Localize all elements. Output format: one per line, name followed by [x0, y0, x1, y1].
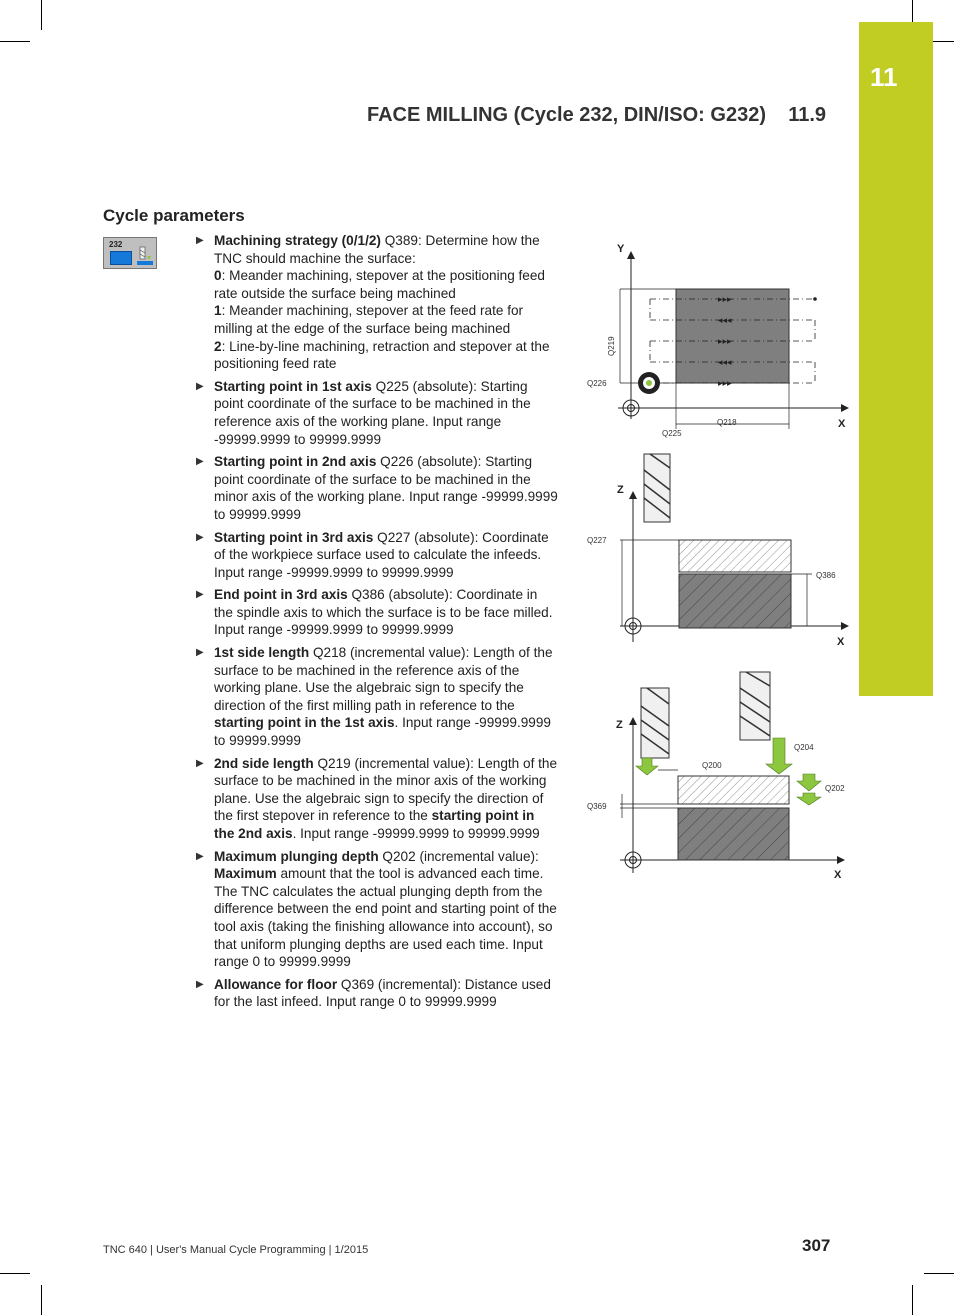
param-name: Maximum plunging depth [214, 848, 379, 864]
list-item [196, 232, 558, 373]
param-text: Q369 (incremental): Distance used for the last infeed. Input range 0 to 99999.9999 [214, 976, 551, 1010]
infeed-figure [580, 668, 860, 884]
param-name: 2nd side length [214, 755, 314, 771]
material-to-remove [679, 540, 791, 572]
crop-mark [41, 1285, 42, 1315]
list-item [196, 529, 558, 582]
mini-tool-icon [137, 246, 153, 266]
crop-mark [933, 41, 954, 42]
bullet-arrow-icon: ▶ [196, 235, 204, 246]
crop-mark [41, 0, 42, 30]
crop-mark [924, 1273, 954, 1274]
workpiece-surface [676, 289, 789, 383]
option-text: : Line-by-line machining, retraction and stepover at the positioning feed rate [214, 338, 550, 372]
bullet-arrow-icon: ▶ [196, 589, 204, 601]
q200-label: Q200 [702, 761, 722, 770]
y-axis-label: Y [617, 243, 625, 255]
milling-cutter-icon [638, 372, 660, 394]
path-arrow-icon: ▸▸▸ [718, 336, 732, 346]
cycle-232-softkey-icon [103, 237, 157, 269]
end-mill-icon [644, 454, 670, 522]
list-item [196, 755, 558, 843]
option-text: : Meander machining, stepover at the positioning feed rate outside the surface being machined [214, 268, 545, 301]
param-tail: amount that the tool is advanced each time. The TNC calculates the actual plunging depth from the difference between the end point and starting point of the tool axis (taking the finishing allowance into account), so that uniform plunging depths are used each time. Input range 0 to 99999.9999 [214, 866, 557, 970]
cycle-icon-number: 232 [109, 240, 123, 249]
q386-label: Q386 [816, 571, 836, 580]
param-tail: . Input range -99999.9999 to 99999.9999 [214, 715, 551, 749]
param-text: Q225 (absolute): Starting point coordinate of the surface to be machined in the reference axis of the working plane. Input range -99999.9999 to 99999.9999 [214, 378, 531, 447]
q204-label: Q204 [794, 743, 814, 752]
param-name: Starting point in 3rd axis [214, 529, 374, 545]
z-axis-label: Z [616, 719, 623, 731]
section-title: Cycle parameters [103, 206, 245, 225]
list-item [196, 976, 558, 1011]
bullet-arrow-icon: ▶ [196, 850, 204, 862]
crop-mark [0, 41, 30, 42]
crop-mark [0, 1273, 30, 1274]
q225-label: Q225 [662, 429, 682, 438]
list-item [196, 586, 558, 639]
param-text: Q219 (incremental value): Length of the surface to be machined in the minor axis of the working plane. Use the algebraic sign to specify the direction of the first stepover in reference to the [214, 755, 558, 824]
list-item [196, 453, 558, 523]
param-ref: starting point in the 1st axis [214, 715, 395, 731]
footer-text: TNC 640 | User's Manual Cycle Programming | 1/2015 [103, 1244, 369, 1256]
crop-mark [912, 0, 913, 22]
header-title: FACE MILLING (Cycle 232, DIN/ISO: G232) [367, 104, 766, 126]
end-point-marker [813, 297, 817, 301]
end-mill-icon [740, 672, 770, 740]
q202-label: Q202 [825, 784, 845, 793]
xy-plane-figure [580, 234, 860, 446]
param-text: Q202 (incremental value): [378, 848, 539, 864]
x-axis-label: X [834, 869, 842, 881]
param-text: Q227 (absolute): Coordinate of the workpiece surface used to calculate the infeeds. Input range -99999.9999 to 99999.9999 [214, 529, 549, 580]
option-key: 1 [214, 303, 222, 319]
param-name: Starting point in 2nd axis [214, 454, 377, 470]
param-tail: . Input range -99999.9999 to 99999.9999 [292, 826, 540, 841]
page-number: 307 [802, 1236, 831, 1255]
param-name: Starting point in 1st axis [214, 378, 372, 394]
list-item [196, 644, 558, 750]
bullet-arrow-icon: ▶ [196, 757, 204, 769]
param-text: Q386 (absolute): Coordinate in the spindle axis to which the surface is to be face milled. Input range -99999.9999 to 99999.9999 [214, 587, 553, 638]
param-name: End point in 3rd axis [214, 587, 348, 603]
option-key: 2 [214, 338, 222, 354]
page-header [367, 104, 826, 127]
z-axis-label: Z [617, 484, 624, 496]
param-ref: Maximum [214, 866, 277, 882]
param-name: Machining strategy (0/1/2) [214, 233, 381, 248]
param-text: Q226 (absolute): Starting point coordinate of the surface to be machined in the minor axis of the working plane. Input range -99999.9999 to 99999.9999 [214, 454, 558, 522]
param-ref: starting point in the 2nd axis [214, 808, 535, 841]
path-arrow-icon: ▸▸▸ [718, 294, 732, 304]
q227-label: Q227 [587, 536, 607, 545]
chapter-number: 11 [870, 62, 898, 92]
workpiece-body [678, 808, 789, 860]
section-number: 11.9 [788, 104, 827, 126]
path-arrow-icon: ◂◂◂ [718, 315, 732, 325]
param-text: Q218 (incremental value): Length of the surface to be machined in the reference axis of the working plane. Use the algebraic sign to specify the direction of the first milling path in reference to the [214, 645, 553, 713]
list-item [196, 378, 558, 448]
param-name: Allowance for floor [214, 976, 338, 992]
bullet-arrow-icon: ▶ [196, 531, 204, 543]
x-axis-label: X [838, 418, 846, 430]
q226-label: Q226 [587, 379, 607, 388]
bullet-arrow-icon: ▶ [196, 380, 204, 392]
chapter-tab [859, 22, 933, 696]
path-arrow-icon: ◂◂◂ [718, 357, 732, 367]
q218-label: Q218 [717, 418, 737, 427]
parameter-list [196, 232, 558, 1016]
xz-plane-figure [580, 450, 860, 650]
bullet-arrow-icon: ▶ [196, 456, 204, 468]
q219-label: Q219 [607, 336, 616, 356]
crop-mark [912, 1285, 913, 1315]
option-line [214, 338, 558, 373]
q369-label: Q369 [587, 802, 607, 811]
x-axis-label: X [837, 636, 845, 648]
list-item [196, 848, 558, 971]
path-arrow-icon: ▸▸▸ [718, 378, 732, 388]
workpiece-body [679, 574, 791, 628]
option-line [214, 267, 558, 302]
bullet-arrow-icon: ▶ [196, 978, 204, 990]
option-key: 0 [214, 268, 222, 284]
face-surface-icon [110, 251, 132, 265]
material-to-remove [678, 776, 789, 804]
param-text: Q389: Determine how the TNC should machine the surface: [214, 233, 540, 266]
option-text: : Meander machining, stepover at the feed rate for milling at the edge of the surface being machined [214, 303, 524, 336]
end-mill-icon [641, 688, 669, 758]
option-line [214, 302, 558, 337]
param-name: 1st side length [214, 645, 310, 661]
bullet-arrow-icon: ▶ [196, 647, 204, 659]
